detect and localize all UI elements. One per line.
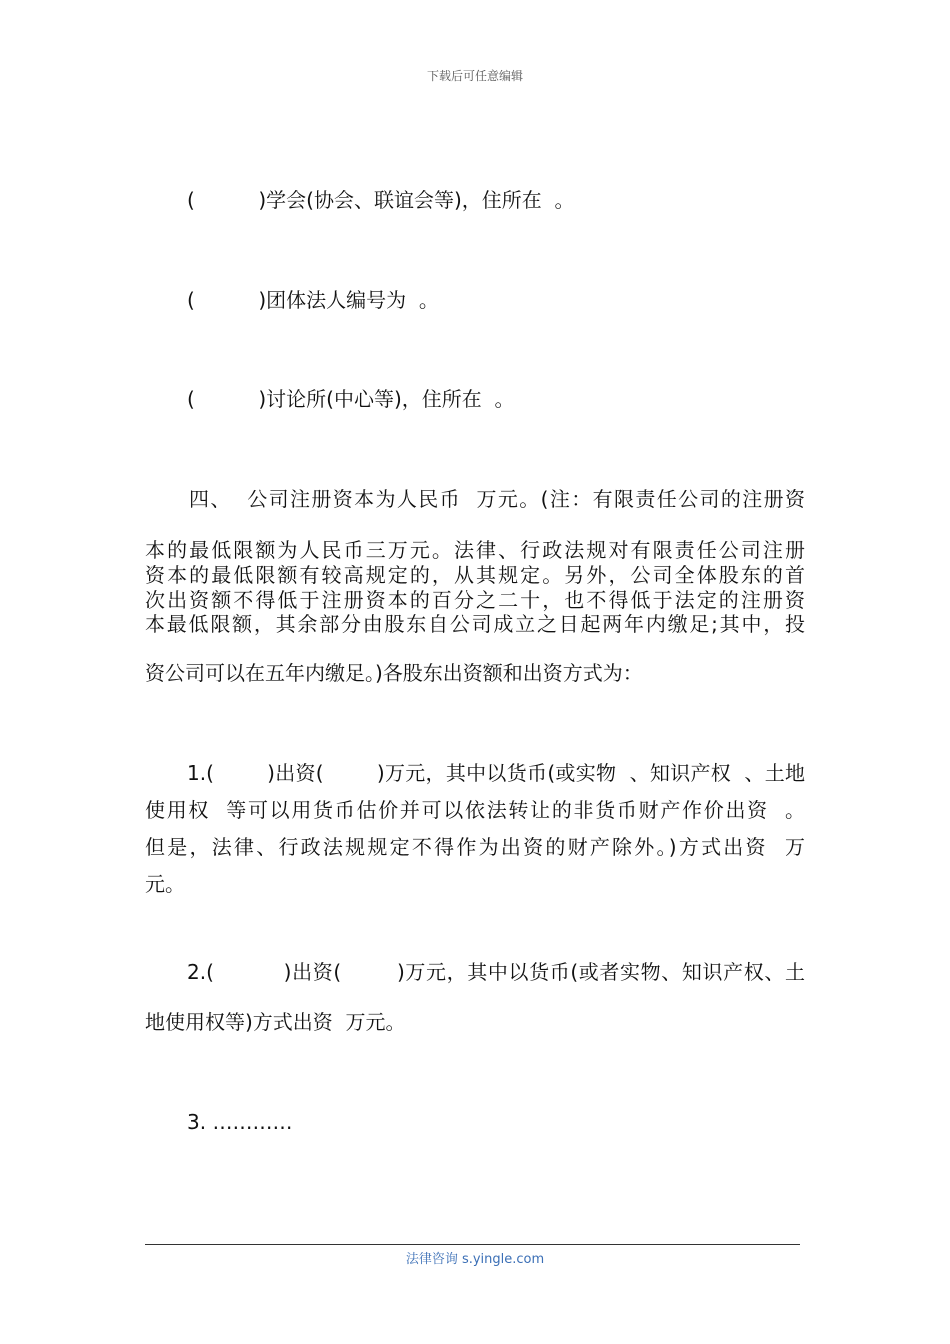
contribution-item-1-line: 使用权 等可以用货币估价并可以依法转让的非货币财产作价出资 。 [145, 798, 805, 822]
section-four-line: 资本的最低限额有较高规定的，从其规定。另外，公司全体股东的首 [145, 563, 805, 587]
legal-person-number-line: ( )团体法人编号为 。 [187, 288, 439, 312]
section-four-line: 本最低限额，其余部分由股东自公司成立之日起两年内缴足;其中，投 [145, 612, 805, 636]
footer-link[interactable]: 法律咨询 s.yingle.com [405, 1252, 545, 1267]
contribution-item-2-line: 地使用权等)方式出资 万元。 [145, 1010, 406, 1034]
section-four-line: 本的最低限额为人民币三万元。法律、行政法规对有限责任公司注册 [145, 538, 805, 562]
contribution-item-1-line: 元。 [145, 872, 185, 896]
section-four-line: 次出资额不得低于注册资本的百分之二十，也不得低于法定的注册资 [145, 588, 805, 612]
institute-line: ( )讨论所(中心等)，住所在 。 [187, 387, 515, 411]
contribution-item-1-line: 但是，法律、行政法规规定不得作为出资的财产除外。)方式出资 万 [145, 835, 805, 859]
section-four-line: 资公司可以在五年内缴足。)各股东出资额和出资方式为： [145, 661, 643, 685]
contribution-item-2-line: 2.( )出资( )万元，其中以货币(或者实物、知识产权、土 [187, 960, 805, 984]
contribution-item-3: 3. ………… [187, 1110, 293, 1134]
contribution-item-1-line: 1.( )出资( )万元，其中以货币(或实物 、知识产权 、土地 [187, 761, 805, 785]
footer-divider [145, 1244, 800, 1245]
society-line: ( )学会(协会、联谊会等)，住所在 。 [187, 188, 575, 212]
header-note: 下载后可任意编辑 [426, 69, 523, 83]
section-four-line: 四、 公司注册资本为人民币 万元。(注：有限责任公司的注册资 [189, 487, 805, 511]
